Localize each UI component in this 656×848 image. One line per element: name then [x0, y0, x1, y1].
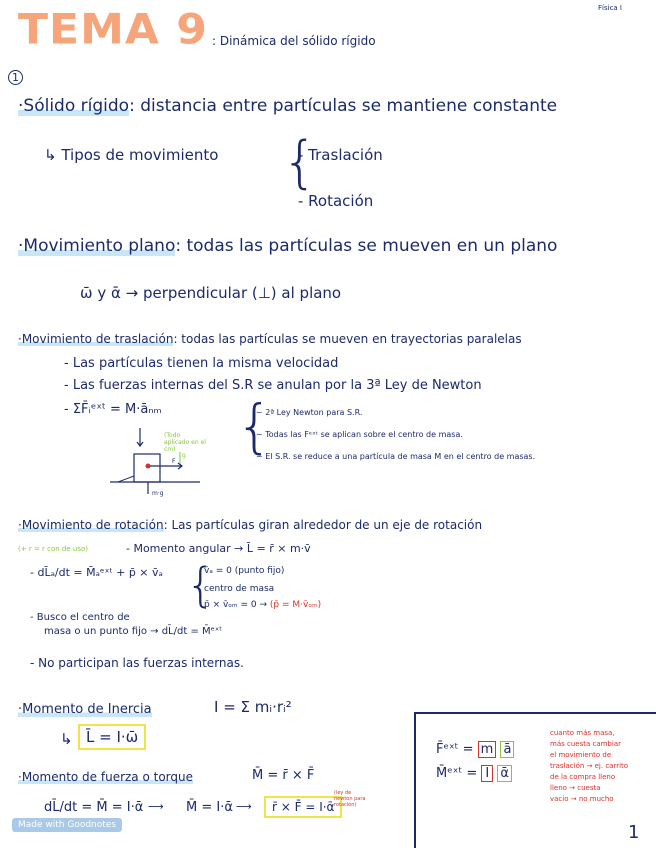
panel-force-row: [436, 742, 514, 757]
busco-line-2: masa o un punto fijo → dL̄/dt = M̄ᵉˣᵗ: [44, 626, 223, 637]
inercia-heading: [18, 702, 152, 717]
inercia-formula: I = Σ mᵢ·rᵢ²: [214, 698, 292, 716]
solido-heading: ·Sólido rígido: [18, 96, 130, 116]
torque-boxed-formula: r̄ × F̄ = I·ᾱ: [264, 796, 342, 818]
plano-text: : todas las partículas se mueven en un plano: [175, 236, 558, 256]
panel-left-border: [414, 712, 416, 848]
panel-inertia-box: I: [481, 765, 493, 782]
rotacion-item: - Rotación: [298, 192, 374, 210]
diagram-note: (Todo aplicado en el cm): [164, 432, 206, 453]
no-participan: - No participan las fuerzas internas.: [30, 656, 244, 670]
torque-formula: M̄ = r̄ × F̄: [252, 768, 315, 783]
rotacion-heading: ·Movimiento de rotación: [18, 518, 164, 532]
plano-row: [18, 236, 557, 256]
panel-note-line: de la compra lleno: [550, 773, 616, 781]
traslacion-text: : todas las partículas se mueven en trayectorias paralelas: [173, 332, 522, 346]
panel-mass-box: m: [478, 741, 497, 758]
traslacion-equation: - ΣF̄ᵢᵉˣᵗ = M·āₙₘ: [64, 402, 162, 417]
panel-red-notes: [550, 728, 628, 805]
panel-note-line: vacío → no mucho: [550, 795, 614, 803]
panel-note-line: traslación → ej. carrito: [550, 762, 629, 770]
traslacion-bullet-2: - Las fuerzas internas del S.R se anulan por la 3ª Ley de Newton: [64, 378, 482, 393]
traslacion-row: [18, 332, 522, 346]
torque-arrow-1: ⟶: [148, 800, 164, 813]
panel-note-line: cuanto más masa,: [550, 729, 615, 737]
page-number: 1: [628, 822, 640, 843]
traslacion-note-2: ~ Todas las Fᵉˣᵗ se aplican sobre el centro de masa.: [256, 430, 463, 439]
center-of-mass-dot: [146, 464, 151, 469]
panel-accel-box: ā: [500, 741, 514, 758]
traslacion-note-1: ~ 2ª Ley Newton para S.R.: [256, 408, 363, 417]
inercia-boxed-formula: L̄ = I·ω̄: [78, 724, 146, 750]
plano-heading: ·Movimiento plano: [18, 236, 176, 256]
condition-3-text: p̄ × v̄ₒₘ = 0 →: [204, 600, 268, 610]
panel-note-line: el movimiento de: [550, 751, 612, 759]
torque-heading-text: ·Momento de fuerza o torque: [18, 770, 194, 784]
corner-label: Física I: [598, 4, 622, 12]
condition-2: centro de masa: [204, 584, 275, 594]
diagram-f: F: [172, 458, 176, 465]
traslacion-item: - Traslación: [298, 146, 383, 164]
goodnotes-logo: Made with Goodnotes: [12, 818, 122, 832]
diagram-g: g: [182, 452, 186, 459]
rotacion-brace: {: [186, 558, 216, 612]
traslacion-note-3: ~ El S.R. se reduce a una partícula de masa M en el centro de masas.: [256, 452, 536, 461]
tipos-brace: {: [282, 130, 318, 195]
panel-moment-lhs: M̄ᵉˣᵗ =: [436, 766, 478, 781]
solido-text: : distancia entre partículas se mantiene constante: [129, 96, 558, 116]
traslacion-bullet-1: - Las partículas tienen la misma velocidad: [64, 356, 339, 371]
condition-1: v̄ₐ = 0 (punto fijo): [204, 566, 285, 576]
plano-line2: ω̄ y ᾱ → perpendicular (⊥) al plano: [80, 284, 342, 302]
inercia-heading-text: ·Momento de Inercia: [18, 702, 152, 717]
traslacion-heading: ·Movimiento de traslación: [18, 332, 174, 346]
traslacion-brace: {: [236, 392, 273, 460]
momento-angular: - Momento angular → L̄ = r̄ × m·v̄: [126, 542, 311, 555]
panel-force-lhs: F̄ᵉˣᵗ =: [436, 742, 474, 757]
tipos-label: ↳ Tipos de movimiento: [44, 146, 219, 164]
rotacion-row: [18, 518, 482, 532]
torque-red-note: (ley de newton para rotación): [334, 790, 366, 808]
section-number: 1: [8, 70, 23, 85]
condition-3-red: (p̄ = M·v̄ₒₘ): [269, 600, 322, 610]
rotacion-text: : Las partículas giran alrededor de un eje de rotación: [163, 518, 483, 532]
panel-top-border: [414, 712, 656, 714]
busco-line-1: - Busco el centro de: [30, 612, 130, 623]
torque-equation-mid: M̄ = I·ᾱ: [186, 800, 233, 815]
torque-arrow-2: ⟶: [236, 800, 252, 813]
torque-equation-left: dL̄/dt = M̄ = I·ᾱ: [44, 800, 144, 815]
page-title: TEMA 9: [18, 5, 208, 54]
solido-row: [18, 96, 557, 116]
diagram-mg: m·g: [152, 490, 164, 497]
friction-arrow: [118, 476, 134, 482]
panel-alpha-box: ᾱ: [497, 765, 512, 782]
rotacion-green-note: (+ r = r con de uso): [18, 545, 88, 553]
torque-heading: [18, 770, 193, 784]
inercia-arrow: ↳: [60, 730, 73, 748]
panel-note-line: lleno → cuesta: [550, 784, 601, 792]
panel-note-line: más cuesta cambiar: [550, 740, 621, 748]
condition-3: [204, 600, 321, 610]
page-subtitle: : Dinámica del sólido rígido: [212, 34, 376, 48]
rotacion-equation: - dL̄ₐ/dt = M̄ₐᵉˣᵗ + p̄ × v̄ₐ: [30, 566, 163, 579]
panel-moment-row: [436, 766, 512, 781]
